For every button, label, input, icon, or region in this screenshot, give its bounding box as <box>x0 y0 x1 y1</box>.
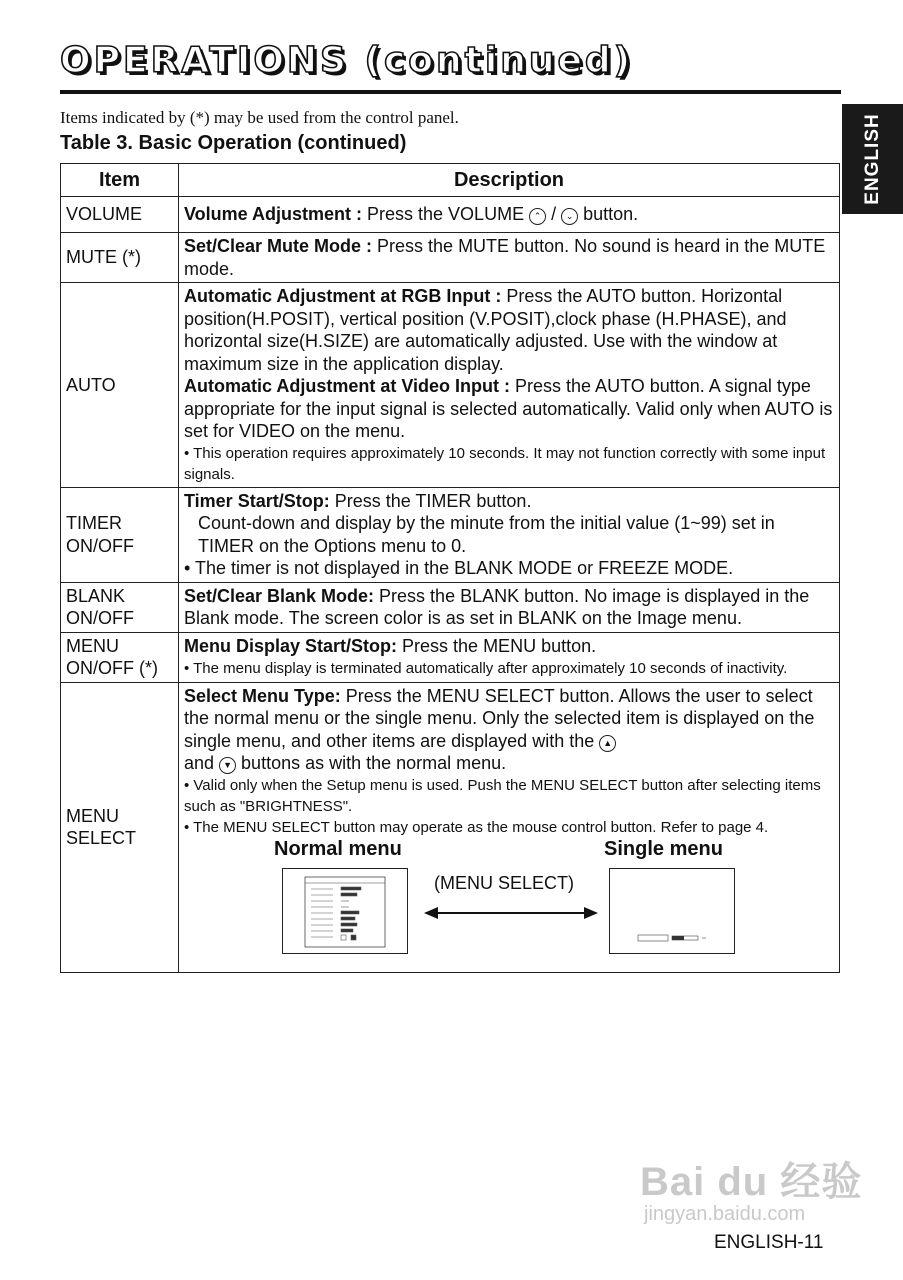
title-rule <box>60 90 841 94</box>
description-heading: Timer Start/Stop: <box>184 490 330 511</box>
normal-menu-label: Normal menu <box>274 837 402 860</box>
description-cell <box>179 632 840 682</box>
up-arrow-button-icon: ▲ <box>599 735 616 752</box>
table-row-mute <box>61 233 840 283</box>
watermark-main: Bai du 经验 <box>640 1160 863 1204</box>
page-number: ENGLISH-11 <box>714 1232 824 1253</box>
volume-down-icon: ⌄ <box>561 208 578 225</box>
description-text: buttons as with the normal menu. <box>236 753 507 773</box>
description-note: • The MENU SELECT button may operate as the mouse control button. Refer to page 4. <box>184 818 769 836</box>
operations-table <box>60 163 840 973</box>
table-caption: Table 3. Basic Operation (continued) <box>60 132 407 154</box>
watermark-sub: jingyan.baidu.com <box>644 1203 806 1225</box>
description-cell <box>179 197 840 233</box>
description-cell <box>179 487 840 582</box>
description-detail: Count-down and display by the minute from the initial value (1~99) set in TIMER on the Options menu to 0. <box>198 513 775 556</box>
description-note: • This operation requires approximately 10 seconds. It may not function correctly with some input signals. <box>184 444 826 483</box>
language-tab <box>842 104 903 214</box>
description-heading: Automatic Adjustment at Video Input : <box>184 376 511 396</box>
language-tab-label: ENGLISH <box>861 113 883 205</box>
item-label: MENU <box>66 805 119 826</box>
table-row-auto <box>61 283 840 488</box>
column-header-item: Item <box>61 164 179 197</box>
description-cell <box>179 283 840 488</box>
table-row-menu <box>61 632 840 682</box>
page-title: OPERATIONS (continued) <box>60 40 634 81</box>
item-cell <box>61 632 179 682</box>
item-label: ON/OFF (*) <box>66 658 158 678</box>
description-text: Press the MUTE button. No sound is heard in the MUTE mode. <box>184 236 826 279</box>
item-cell <box>61 682 179 972</box>
volume-up-icon: ⌃ <box>529 208 546 225</box>
menu-select-label: (MENU SELECT) <box>434 872 575 893</box>
description-note: • The timer is not displayed in the BLANK MODE or FREEZE MODE. <box>184 558 734 578</box>
description-text: and <box>184 753 220 773</box>
description-heading: Select Menu Type: <box>184 685 341 706</box>
down-arrow-button-icon: ▼ <box>219 757 236 774</box>
description-text: Press the AUTO button. Horizontal position(H.POSIT), vertical position (V.POSIT),clock phase (H.PHASE), and horizontal size(H.SIZE) are automatically adjusted. Use with the window at maximum size in the application display. <box>184 286 787 374</box>
single-menu-screen <box>609 868 735 954</box>
description-text: Press the MENU SELECT button. Allows the user to select the normal menu or the single menu. Only the selected item is displayed on the single menu, and other items are displayed with the <box>184 685 815 751</box>
description-note: • The menu display is terminated automatically after approximately 10 seconds of inactivity. <box>184 659 788 677</box>
single-menu-screenshot-icon <box>610 869 734 953</box>
separator: / <box>546 204 562 225</box>
item-cell: AUTO <box>61 283 179 488</box>
description-text: Press the AUTO button. A signal type appropriate for the input signal is selected automatically. Valid only when AUTO is set for VIDEO on the menu. <box>184 376 833 441</box>
description-text: Press the TIMER button. <box>329 490 532 511</box>
description-heading: Set/Clear Blank Mode: <box>184 585 375 606</box>
table-row-timer <box>61 487 840 582</box>
intro-text: Items indicated by (*) may be used from the control panel. <box>60 108 459 127</box>
table-header-row <box>61 164 840 197</box>
description-text: Press the VOLUME <box>362 204 530 225</box>
item-cell <box>61 487 179 582</box>
description-heading: Automatic Adjustment at RGB Input : <box>184 286 502 306</box>
item-label: BLANK <box>66 585 126 606</box>
normal-menu-screen <box>282 868 408 954</box>
column-header-description: Description <box>179 164 840 197</box>
double-arrow-icon <box>424 906 598 920</box>
item-cell: MUTE (*) <box>61 233 179 283</box>
description-heading: Menu Display Start/Stop: <box>184 636 398 657</box>
single-menu-label: Single menu <box>604 837 723 860</box>
table-row-volume <box>61 197 840 233</box>
item-label: TIMER <box>66 513 122 533</box>
item-label: MENU <box>66 635 119 656</box>
description-cell <box>179 682 840 972</box>
normal-menu-screenshot-icon <box>283 869 407 953</box>
menu-illustration <box>184 838 834 970</box>
item-cell <box>61 582 179 632</box>
watermark <box>640 1150 862 1226</box>
description-text: Press the BLANK button. No image is displayed in the Blank mode. The screen color is as set in BLANK on the Image menu. <box>184 585 810 628</box>
item-label: ON/OFF <box>66 535 134 556</box>
item-label: SELECT <box>66 828 137 848</box>
description-cell <box>179 233 840 283</box>
description-cell <box>179 582 840 632</box>
description-text: Press the MENU button. <box>397 636 597 657</box>
item-cell: VOLUME <box>61 197 179 233</box>
table-row-menu-select <box>61 682 840 972</box>
description-note: • Valid only when the Setup menu is used. Push the MENU SELECT button after selecting items such as "BRIGHTNESS". <box>184 776 821 815</box>
item-label: ON/OFF <box>66 608 134 628</box>
description-heading: Volume Adjustment : <box>184 204 363 225</box>
description-heading: Set/Clear Mute Mode : <box>184 236 373 256</box>
table-row-blank <box>61 582 840 632</box>
description-text: button. <box>578 204 639 225</box>
